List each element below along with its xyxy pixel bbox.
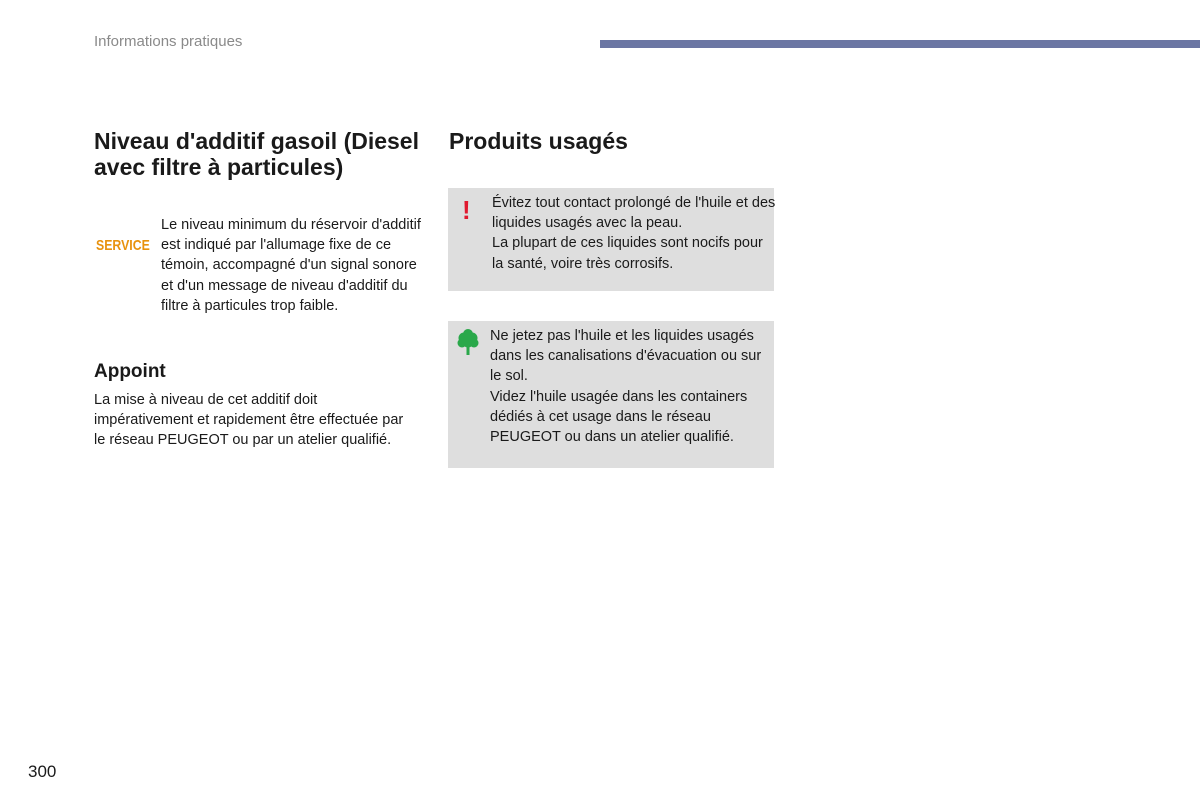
section-header-title: Informations pratiques bbox=[94, 33, 243, 50]
warning-box bbox=[448, 188, 774, 291]
exclamation-icon: ! bbox=[462, 195, 471, 225]
warning-box-text bbox=[492, 193, 777, 274]
warning-line-2: La plupart de ces liquides sont nocifs pour la santé, voire très corrosifs. bbox=[492, 235, 763, 272]
additive-level-paragraph: Le niveau minimum du réservoir d'additif est indiqué par l'allumage fixe de ce témoin, accompagné d'un signal sonore et d'un message de niveau d'additif du filtre à particules trop faible. bbox=[161, 217, 421, 314]
environment-box bbox=[448, 321, 774, 468]
used-products-heading: Produits usagés bbox=[449, 128, 628, 154]
environment-line-2: Videz l'huile usagée dans les containers dédiés à cet usage dans le réseau PEUGEOT ou dans un atelier qualifié. bbox=[490, 388, 748, 446]
appoint-heading: Appoint bbox=[94, 361, 166, 382]
additive-level-heading: Niveau d'additif gasoil (Diesel avec filtre à particules) bbox=[94, 128, 419, 180]
tree-icon bbox=[456, 329, 480, 357]
service-warning-icon: SERVICE bbox=[96, 237, 150, 254]
environment-box-text bbox=[490, 326, 775, 447]
appoint-paragraph: La mise à niveau de cet additif doit impérativement et rapidement être effectuée par le réseau PEUGEOT ou par un atelier qualifié. bbox=[94, 392, 404, 449]
environment-line-1: Ne jetez pas l'huile et les liquides usagés dans les canalisations d'évacuation ou sur le sol. bbox=[490, 328, 762, 385]
header-accent-bar bbox=[600, 40, 1200, 48]
warning-line-1: Évitez tout contact prolongé de l'huile et des liquides usagés avec la peau. bbox=[492, 195, 776, 232]
page-number: 300 bbox=[28, 762, 57, 781]
